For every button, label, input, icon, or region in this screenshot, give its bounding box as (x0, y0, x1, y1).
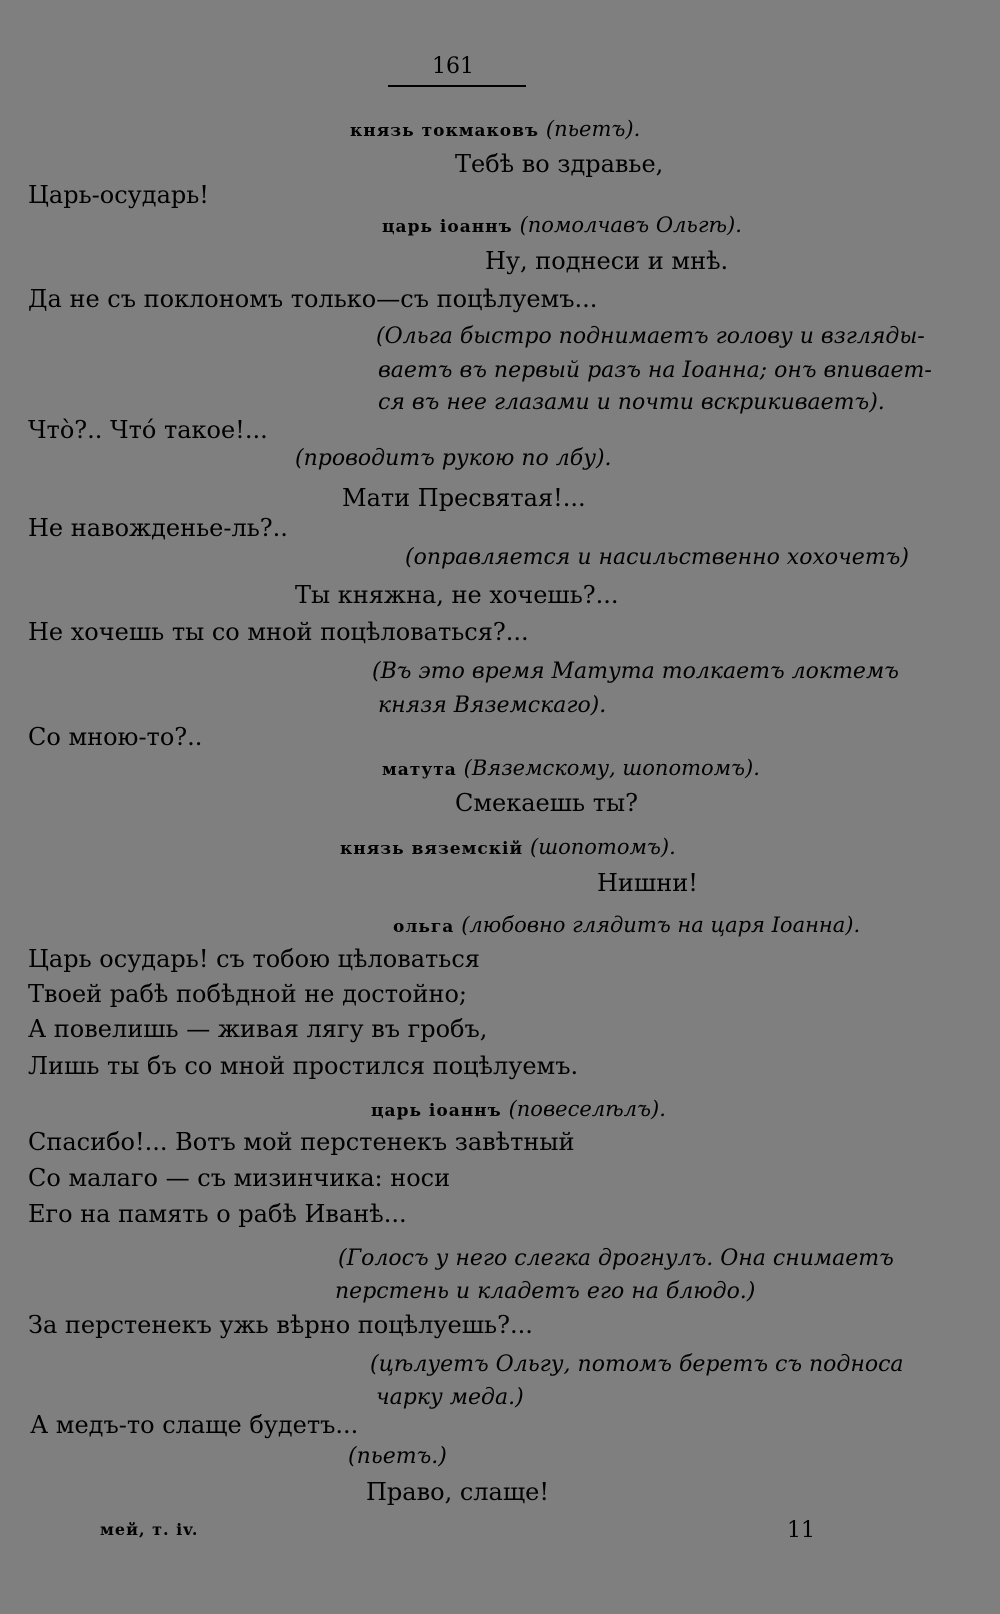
verse-line: Со мною-то?.. (28, 723, 203, 751)
speaker-name: матута (382, 760, 457, 780)
verse-line: За перстенекъ ужь вѣрно поцѣлуешь?... (28, 1311, 533, 1339)
page-number-rule (388, 85, 526, 87)
speaker-tsar-ioann (382, 215, 742, 236)
verse-line: Его на память о рабѣ Иванѣ... (28, 1200, 407, 1228)
verse-line: Тебѣ во здравье, (455, 150, 664, 178)
speaker-tokmakov (350, 119, 640, 140)
footer-left: мей, т. iv. (100, 1520, 199, 1539)
page-number: 161 (432, 54, 474, 79)
verse-line: Лишь ты бъ со мной простился поцѣлуемъ. (28, 1052, 579, 1080)
stage-direction: (помолчавъ Ольгѣ). (519, 213, 742, 237)
verse-line: А медъ-то слаще будетъ... (30, 1411, 359, 1439)
speaker-olga (393, 915, 860, 936)
verse-line: Право, слаще! (366, 1478, 549, 1506)
verse-line: Да не съ поклономъ только—съ поцѣлуемъ... (28, 285, 598, 313)
speaker-matuta (382, 758, 760, 779)
stage-direction: (Голосъ у него слегка дрогнулъ. Она снимаетъ (338, 1246, 894, 1271)
stage-direction: князя Вяземскаго). (378, 693, 607, 718)
speaker-name: князь токмаковъ (350, 121, 539, 141)
signature-mark: 11 (787, 1518, 815, 1543)
speaker-vyazemsky (340, 837, 676, 858)
speaker-name: царь іоаннъ (371, 1101, 502, 1121)
verse-line: Нишни! (597, 869, 698, 897)
verse-line: Ну, поднеси и мнѣ. (485, 247, 729, 275)
stage-direction: (Ольга быстро поднимаетъ голову и взгляды- (376, 324, 925, 349)
stage-direction: (пьетъ.) (348, 1444, 447, 1469)
verse-line: Не навожденье-ль?.. (28, 514, 288, 542)
stage-direction: (цѣлуетъ Ольгу, потомъ беретъ съ подноса (370, 1352, 904, 1377)
stage-direction: (проводитъ рукою по лбу). (295, 446, 612, 471)
stage-direction: чарку меда.) (376, 1385, 524, 1410)
speaker-name: царь іоаннъ (382, 217, 513, 237)
verse-line: Твоей рабѣ побѣдной не достойно; (28, 980, 467, 1008)
speaker-name: князь вяземскій (340, 839, 524, 859)
stage-direction: (пьетъ). (545, 117, 641, 141)
stage-direction: ся въ нее глазами и почти вскрикиваетъ). (378, 390, 885, 415)
speaker-tsar-ioann (371, 1099, 666, 1120)
verse-line: А повелишь — живая лягу въ гробъ, (28, 1015, 488, 1043)
stage-direction: (Вяземскому, шопотомъ). (463, 756, 760, 780)
stage-direction: (оправляется и насильственно хохочетъ) (405, 545, 909, 570)
verse-line: Царь-осударь! (28, 181, 209, 209)
stage-direction: ваетъ въ первый разъ на Іоанна; онъ впивает- (378, 358, 932, 383)
verse-line: Ты княжна, не хочешь?... (295, 581, 619, 609)
verse-line: Что̀?.. Что́ такое!... (28, 416, 268, 444)
stage-direction: перстень и кладетъ его на блюдо.) (335, 1279, 756, 1304)
stage-direction: (шопотомъ). (530, 835, 676, 859)
stage-direction: (Въ это время Матута толкаетъ локтемъ (372, 659, 899, 684)
verse-line: Мати Пресвятая!... (342, 484, 586, 512)
speaker-name: ольга (393, 917, 455, 937)
verse-line: Со малаго — съ мизинчика: носи (28, 1164, 451, 1192)
verse-line: Смекаешь ты? (455, 789, 638, 817)
stage-direction: (повеселѣлъ). (508, 1097, 666, 1121)
verse-line: Спасибо!... Вотъ мой перстенекъ завѣтный (28, 1128, 575, 1156)
verse-line: Не хочешь ты со мной поцѣловаться?... (28, 618, 529, 646)
stage-direction: (любовно глядитъ на царя Іоанна). (461, 913, 861, 937)
verse-line: Царь осударь! съ тобою цѣловаться (28, 945, 480, 973)
